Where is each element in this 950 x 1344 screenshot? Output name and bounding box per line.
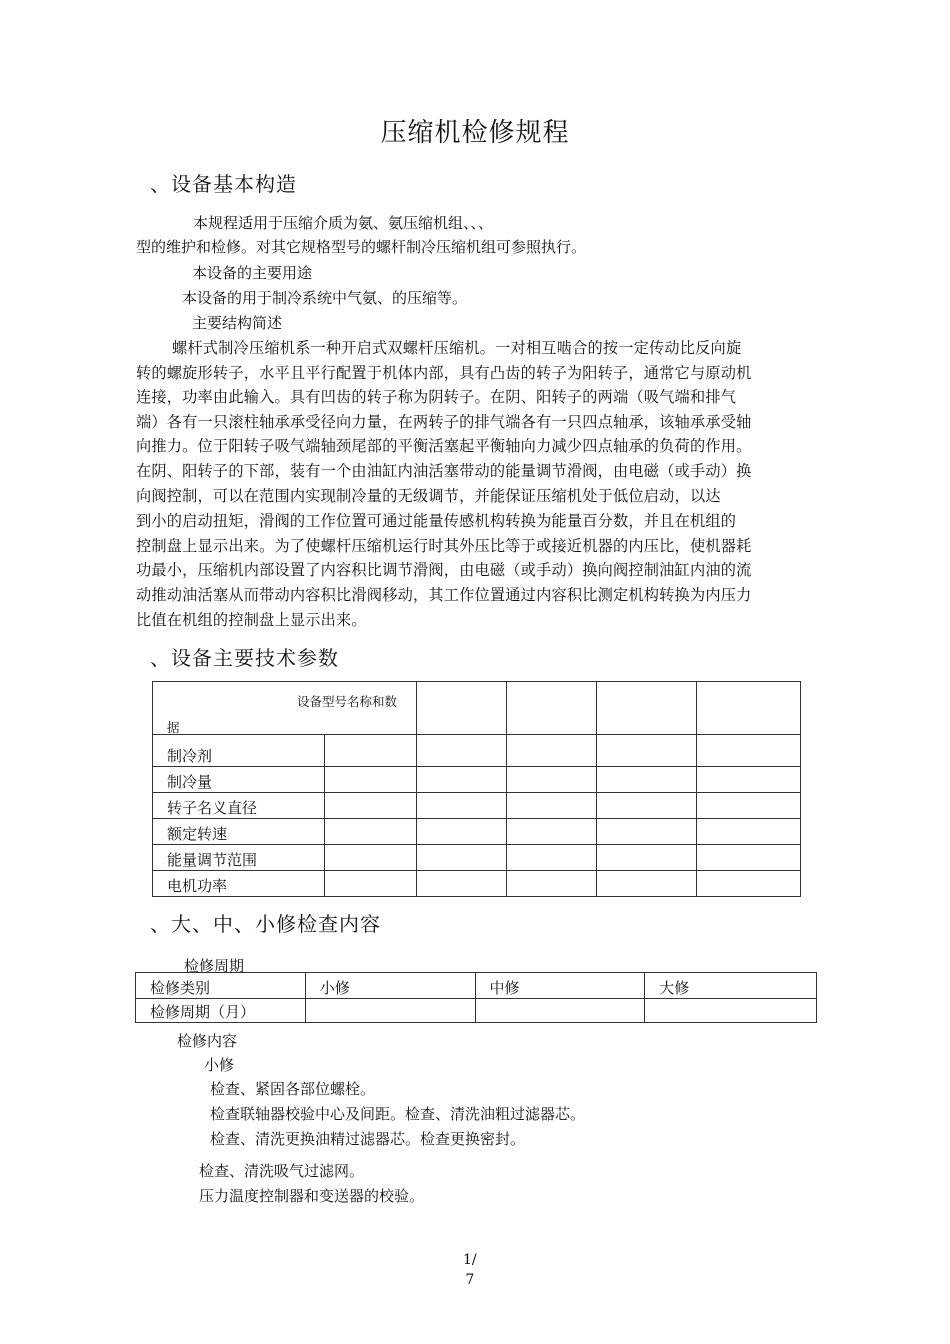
cycle-row-label: 检修周期（月） xyxy=(136,999,306,1023)
param-label: 能量调节范围 xyxy=(153,845,325,871)
paragraph-line: 连接，功率由此输入。具有凹齿的转子称为阴转子。在阴、阳转子的两端（吸气端和排气 xyxy=(136,388,737,406)
intro-line-1: 本规程适用于压缩介质为氨、氨压缩机组、、、 xyxy=(193,214,494,232)
page-number-total: 7 xyxy=(465,1272,475,1288)
table-header-line-2: 据 xyxy=(167,720,180,735)
cycle-title: 检修周期 xyxy=(184,957,245,975)
cycle-col-major: 大修 xyxy=(645,973,817,999)
cycle-col-label: 检修类别 xyxy=(136,973,306,999)
struct-title: 主要结构简述 xyxy=(192,314,283,332)
param-label: 额定转速 xyxy=(153,819,325,845)
paragraph-line: 控制盘上显示出来。为了使螺杆压缩机运行时其外压比等于或接近机器的内压比，使机器耗 xyxy=(136,537,752,555)
intro-line-2: 型的维护和检修。对其它规格型号的螺杆制冷压缩机组可参照执行。 xyxy=(136,238,587,256)
paragraph-line: 端）各有一只滚柱轴承承受径向力量，在两转子的排气端各有一只四点轴承，该轴承承受轴 xyxy=(136,413,752,431)
paragraph-line: 转的螺旋形转子，水平且平行配置于机体内部，具有凸齿的转子为阳转子，通常它与原动机 xyxy=(136,364,752,382)
maintenance-cycle-table xyxy=(135,972,817,1023)
paragraph-line: 功最小，压缩机内部设置了内容积比调节滑阀，由电磁（或手动）换向阀控制油缸内油的流 xyxy=(136,561,752,579)
content-title: 检修内容 xyxy=(177,1032,238,1050)
use-title: 本设备的主要用途 xyxy=(192,264,313,282)
section2-heading: 、设备主要技术参数 xyxy=(150,646,339,670)
check-item: 检查、清洗更换油精过滤器芯。检查更换密封。 xyxy=(210,1130,526,1148)
paragraph-line: 比值在机组的控制盘上显示出来。 xyxy=(136,611,367,629)
paragraph-line: 向阀控制，可以在范围内实现制冷量的无级调节，并能保证压缩机处于低位启动，以达 xyxy=(136,487,721,505)
param-label: 转子名义直径 xyxy=(153,793,325,819)
section1-heading: 、设备基本构造 xyxy=(150,172,297,196)
check-item: 检查、紧固各部位螺栓。 xyxy=(210,1080,376,1098)
check-item: 压力温度控制器和变送器的校验。 xyxy=(199,1187,425,1205)
cycle-col-medium: 中修 xyxy=(475,973,645,999)
page-number-current: 1/ xyxy=(463,1252,477,1268)
paragraph-line: 到小的启动扭矩，滑阀的工作位置可通过能量传感机构转换为能量百分数，并且在机组的 xyxy=(136,512,737,530)
table-header-cell xyxy=(153,682,417,735)
paragraph-line: 动推动油活塞从而带动内容积比滑阀移动，其工作位置通过内容积比测定机构转换为内压力 xyxy=(136,586,752,604)
param-label: 制冷量 xyxy=(153,767,325,793)
section3-heading: 、大、中、小修检查内容 xyxy=(150,912,381,936)
paragraph-line: 在阴、阳转子的下部，装有一个由油缸内油活塞带动的能量调节滑阀，由电磁（或手动）换 xyxy=(136,462,752,480)
param-label: 制冷剂 xyxy=(153,735,325,767)
page-number xyxy=(463,1250,477,1290)
table-header-line-1: 设备型号名称和数 xyxy=(297,694,398,709)
paragraph-line: 向推力。位于阳转子吸气端轴颈尾部的平衡活塞起平衡轴向力减少四点轴承的负荷的作用。 xyxy=(136,437,752,455)
check-item: 检查联轴器校验中心及间距。检查、清洗油粗过滤器芯。 xyxy=(210,1105,586,1123)
page-title: 压缩机检修规程 xyxy=(380,118,570,148)
minor-title: 小修 xyxy=(204,1056,235,1074)
cycle-col-minor: 小修 xyxy=(305,973,475,999)
use-text: 本设备的用于制冷系统中气氨、的压缩等。 xyxy=(182,289,468,307)
paragraph-line: 螺杆式制冷压缩机系一种开启式双螺杆压缩机。一对相互啮合的按一定传动比反向旋 xyxy=(172,339,742,357)
tech-params-table xyxy=(152,681,801,897)
check-item: 检查、清洗吸气过滤网。 xyxy=(199,1162,365,1180)
param-label: 电机功率 xyxy=(153,871,325,897)
